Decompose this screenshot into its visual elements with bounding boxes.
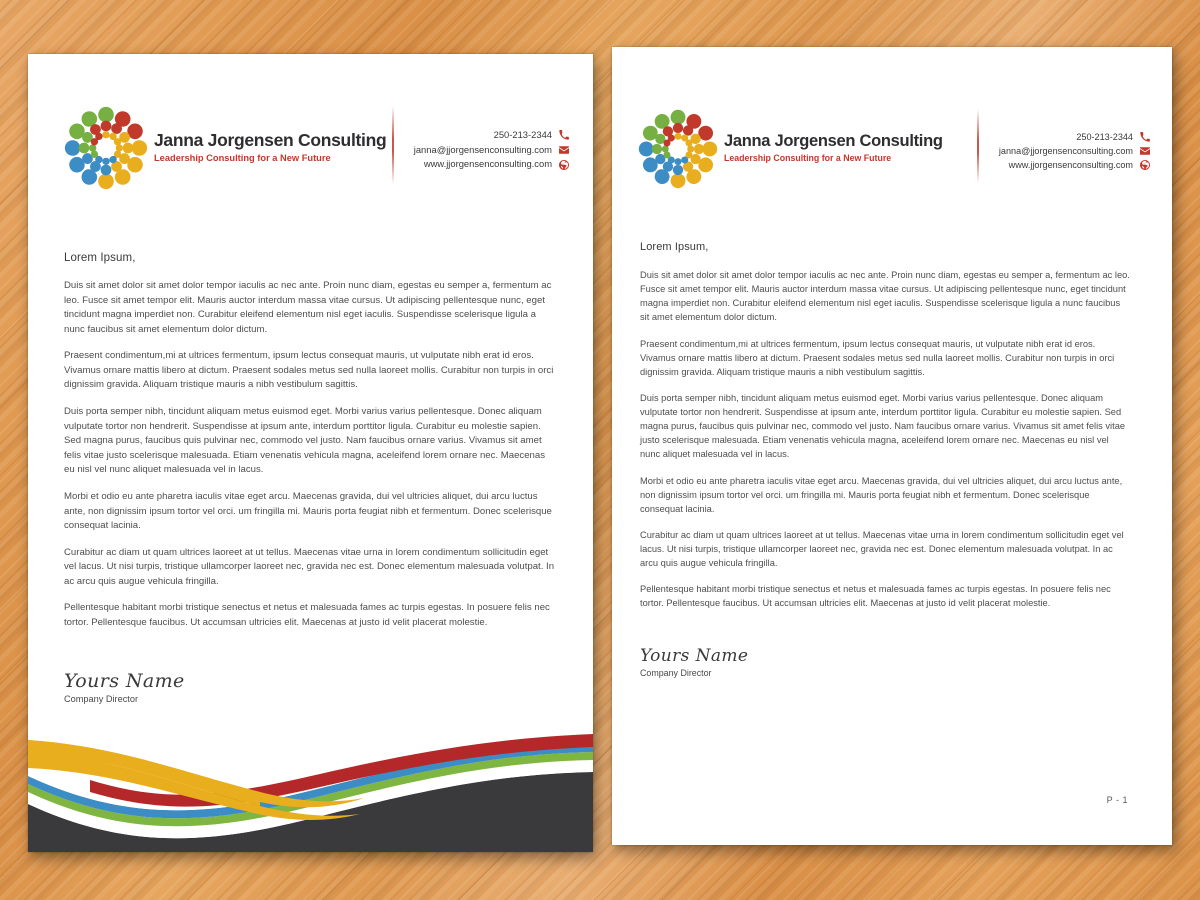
signature-name: Yours Name: [64, 669, 185, 692]
flower-petal-circle-logo-icon: [638, 109, 718, 189]
salutation: Lorem Ipsum,: [640, 241, 709, 253]
contact-phone-row[interactable]: [414, 128, 569, 143]
email-address: janna@jjorgensenconsulting.com: [998, 145, 1133, 156]
body-paragraph: Praesent condimentum,mi at ultrices fermentum, ipsum lectus consequat mauris, ut vulputate nibh erat id eros. Vivamus ornare mattis libero at dictum. Praesent sodales metus sed nulla laoreet mollis. Curabitur non turpis in orci dignissim gravida. Aliquam tristique mauris a nibh vestibulum sagittis.: [64, 350, 554, 391]
company-tagline: Leadership Consulting for a New Future: [724, 153, 892, 164]
contact-email-row[interactable]: [999, 144, 1150, 158]
letterhead-header: [612, 47, 1172, 189]
signature-title: Company Director: [64, 694, 139, 705]
signature-block: [28, 643, 593, 705]
brand-block: [638, 109, 943, 189]
body-paragraph: Pellentesque habitant morbi tristique senectus et netus et malesuada fames ac turpis egestas. In posuere felis nec tortor. Pellentesque faucibus. Ut accumsan ultricies elit. Maecenas at justo id velit placerat molestie.: [640, 584, 1111, 609]
signature-name: Yours Name: [640, 645, 749, 666]
letter-body: [28, 190, 593, 631]
contact-block: [414, 124, 569, 172]
signature-title: Company Director: [640, 668, 712, 679]
brand-text: [724, 133, 943, 165]
body-paragraph: Duis sit amet dolor sit amet dolor tempor iaculis ac nec ante. Proin nunc diam, egestas eu semper a, fermentum ac leo. Fusce sit amet tempor elit. Mauris auctor interdum massa vitae cursus. Ut adipiscing pellentesque nunc, eget tincidunt magna imperdiet non. Curabitur eleifend elementum nisl eget iaculis. Suspendisse scelerisque ligula a nunc faucibus sit amet elementum dolor dictum.: [640, 270, 1130, 323]
company-name: Janna Jorgensen Consulting: [724, 131, 943, 150]
salutation: Lorem Ipsum,: [64, 252, 136, 264]
contact-website-row[interactable]: [414, 157, 569, 172]
body-paragraph: Pellentesque habitant morbi tristique senectus et netus et malesuada fames ac turpis egestas. In posuere felis nec tortor. Pellentesque faucibus. Ut accumsan ultricies elit. Maecenas at justo id velit placerat molestie.: [64, 602, 550, 628]
body-paragraph: Duis porta semper nibh, tincidunt aliquam metus euismod eget. Morbi varius varius pellentesque. Donec aliquam vulputate tortor non hendrerit. Suspendisse at ipsum ante, interdum porttitor ligula. Curabitur eu molestie sapien. Sed magna purus, faucibus quis pulvinar nec, commodo vel justo. Nam faucibus ornare varius. Vivamus sit amet felis vitae justo scelerisque malesuada. Etiam venenatis vehicula magna, aceleifend lorem ornare nec. Maecenas eu nisl vel nunc aliquet malesuada vel in lacus.: [640, 392, 1126, 460]
body-paragraph: Morbi et odio eu ante pharetra iaculis vitae eget arcu. Maecenas gravida, dui vel ultricies aliquet, dui arcu luctus ante, non dignissim ipsum tortor vel orci. um fringilla mi. Mauris porta feugiat nibh et fermentum. Donec scelerisque consequat lacinia.: [64, 490, 552, 532]
contact-phone-row[interactable]: [999, 130, 1150, 144]
envelope-icon: [1139, 146, 1150, 157]
phone-number: 250-213-2344: [1076, 131, 1133, 142]
globe-icon: [1139, 160, 1150, 171]
contact-block: [999, 126, 1150, 172]
globe-icon: [558, 159, 569, 170]
letter-body: [612, 189, 1172, 611]
brand-block: [64, 106, 386, 190]
page-number: P - 1: [1106, 795, 1128, 805]
brand-text: [154, 131, 386, 164]
body-paragraph: Curabitur ac diam ut quam ultrices laoreet at ut tellus. Maecenas vitae urna in lorem condimentum sollicitudin eget vel lacus. Ut nisi turpis, tristique ullamcorper laoreet nec, gravida nec est. Donec elementum malesuada volutpat. In ac arcu quis augue vehicula fringilla.: [64, 546, 555, 587]
flower-petal-circle-logo-icon: [64, 106, 148, 190]
letterhead-page-1[interactable]: [28, 54, 593, 852]
phone-number: 250-213-2344: [493, 129, 552, 141]
company-name: Janna Jorgensen Consulting: [154, 130, 387, 151]
body-paragraph: Duis sit amet dolor sit amet dolor tempor iaculis ac nec ante. Proin nunc diam, egestas eu semper a, fermentum ac leo. Fusce sit amet tempor elit. Mauris auctor interdum massa vitae cursus. Ut adipiscing pellentesque nunc, eget tincidunt magna imperdiet non. Curabitur eleifend elementum nisl eget iaculis. Suspendisse scelerisque ligula a nunc faucibus sit amet elementum dolor dictum.: [64, 280, 552, 335]
header-divider: [392, 106, 394, 184]
email-address: janna@jjorgensenconsulting.com: [413, 143, 552, 155]
letterhead-header: [28, 54, 593, 190]
website-url: www.jjorgensenconsulting.com: [423, 158, 552, 170]
company-tagline: Leadership Consulting for a New Future: [154, 152, 331, 163]
signature-block: [612, 623, 1172, 679]
envelope-icon: [558, 144, 569, 155]
body-paragraph: Duis porta semper nibh, tincidunt aliquam metus euismod eget. Morbi varius varius pellentesque. Donec aliquam vulputate tortor non hendrerit. Suspendisse at ipsum ante, interdum porttitor ligula. Curabitur eu molestie sapien. Sed magna purus, faucibus quis pulvinar nec, commodo vel justo. Nam faucibus ornare varius. Vivamus sit amet felis vitae justo scelerisque malesuada. Etiam venenatis vehicula magna, aceleifend lorem ornare nec. Maecenas eu nisl vel nunc aliquet malesuada vel in lacus.: [64, 406, 546, 476]
website-url: www.jjorgensenconsulting.com: [1008, 160, 1133, 171]
phone-icon: [558, 130, 569, 141]
letterhead-page-2[interactable]: [612, 47, 1172, 845]
contact-website-row[interactable]: [999, 158, 1150, 172]
body-paragraph: Morbi et odio eu ante pharetra iaculis vitae eget arcu. Maecenas gravida, dui vel ultricies aliquet, dui arcu luctus ante, non dignissim ipsum tortor vel orci. um fringilla mi. Mauris porta feugiat nibh et fermentum. Donec scelerisque consequat lacinia.: [640, 475, 1123, 514]
phone-icon: [1139, 131, 1150, 142]
body-paragraph: Curabitur ac diam ut quam ultrices laoreet at ut tellus. Maecenas vitae urna in lorem condimentum sollicitudin eget vel lacus. Ut nisi turpis, tristique ullamcorper laoreet nec, gravida nec est. Donec elementum malesuada volutpat. In ac arcu quis augue vehicula fringilla.: [640, 529, 1124, 569]
body-paragraph: Praesent condimentum,mi at ultrices fermentum, ipsum lectus consequat mauris, ut vulputate nibh erat id eros. Vivamus ornare mattis libero at dictum. Praesent sodales metus sed nulla laoreet mollis. Curabitur non turpis in orci dignissim gravida. Aliquam tristique mauris a nibh vestibulum sagittis.: [640, 338, 1115, 377]
header-divider: [977, 109, 979, 183]
wave-footer-graphic: [28, 730, 593, 852]
contact-email-row[interactable]: [414, 143, 569, 158]
